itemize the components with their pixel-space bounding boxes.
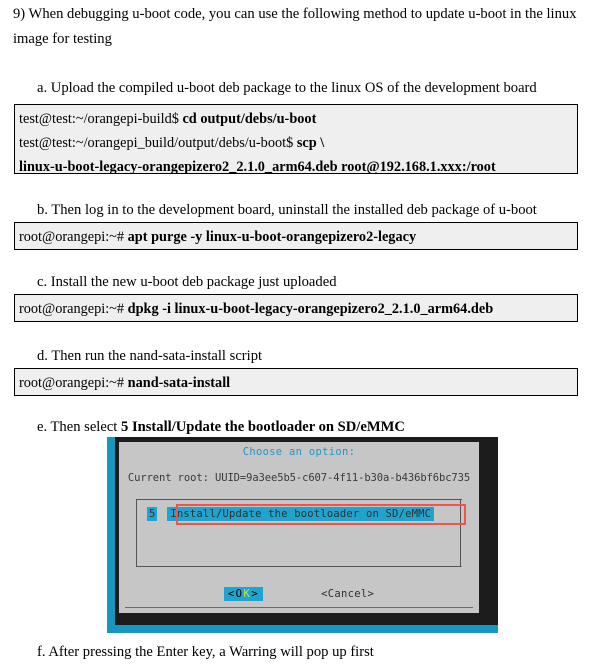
step-f-text: f. After pressing the Enter key, a Warring will pop up first xyxy=(37,644,374,660)
code-line-a2 xyxy=(19,131,573,155)
step-e-prefix: e. Then select xyxy=(37,419,122,435)
dialog-title: Choose an option: xyxy=(242,446,356,458)
red-annotation-box xyxy=(176,504,466,525)
prompt-d1: root@orangepi:~# xyxy=(19,375,128,391)
ok-button[interactable] xyxy=(224,587,263,601)
terminal-bottom-border xyxy=(107,625,498,633)
code-line-a1 xyxy=(19,107,573,131)
command-a2: scp \ xyxy=(296,135,325,151)
code-line-a3: linux-u-boot-legacy-orangepizero2_2.1.0_arm64.deb root@192.168.1.xxx:/root xyxy=(19,159,496,175)
dialog-bottom-rule xyxy=(125,607,473,608)
code-line-d1 xyxy=(19,371,573,395)
whiptail-dialog xyxy=(119,442,479,613)
menu-item-label: Install/Update the bootloader on SD/eMMC xyxy=(167,507,434,521)
code-block-c xyxy=(14,294,578,322)
menu-frame-top-edge xyxy=(136,499,462,500)
prompt-a2: test@test:~/orangepi_build/output/debs/u-boot$ xyxy=(19,135,297,151)
step-b-text: b. Then log in to the development board, uninstall the installed deb package of u-boot xyxy=(37,202,537,218)
code-line-b1 xyxy=(19,225,573,249)
current-root-line: Current root: UUID=9a3ee5b5-c607-4f11-b30a-b436bf6bc735 xyxy=(127,472,471,484)
code-block-b xyxy=(14,222,578,250)
step-c-text: c. Install the new u-boot deb package just uploaded xyxy=(37,274,337,290)
intro-paragraph: 9) When debugging u-boot code, you can use the following method to update u-boot in the linux image for testing xyxy=(13,6,577,47)
cancel-button[interactable]: <Cancel> xyxy=(321,588,375,600)
step-a-text: a. Upload the compiled u-boot deb package to the linux OS of the development board xyxy=(37,80,537,96)
step-d-text: d. Then run the nand-sata-install script xyxy=(37,348,263,364)
code-block-a xyxy=(14,104,578,174)
code-block-d xyxy=(14,368,578,396)
prompt-b1: root@orangepi:~# xyxy=(19,229,128,245)
dialog-button-row xyxy=(119,587,479,601)
code-line-c1 xyxy=(19,297,573,321)
command-c1: dpkg -i linux-u-boot-legacy-orangepizero2_2.1.0_arm64.deb xyxy=(127,301,494,317)
ok-bracket-left: < xyxy=(227,588,236,600)
prompt-c1: root@orangepi:~# xyxy=(19,301,128,317)
menu-item-number: 5 xyxy=(149,508,156,520)
prompt-a1: test@test:~/orangepi-build$ xyxy=(19,111,183,127)
ok-letter-o: O xyxy=(235,588,244,600)
step-e-bold: 5 Install/Update the bootloader on SD/eMMC xyxy=(121,419,405,435)
ok-letter-k: K xyxy=(243,588,252,600)
command-a1: cd output/debs/u-boot xyxy=(182,111,317,127)
command-b1: apt purge -y linux-u-boot-orangepizero2-legacy xyxy=(127,229,417,245)
terminal-screenshot xyxy=(107,437,498,633)
ok-bracket-right: > xyxy=(251,588,260,600)
command-d1: nand-sata-install xyxy=(127,375,231,391)
